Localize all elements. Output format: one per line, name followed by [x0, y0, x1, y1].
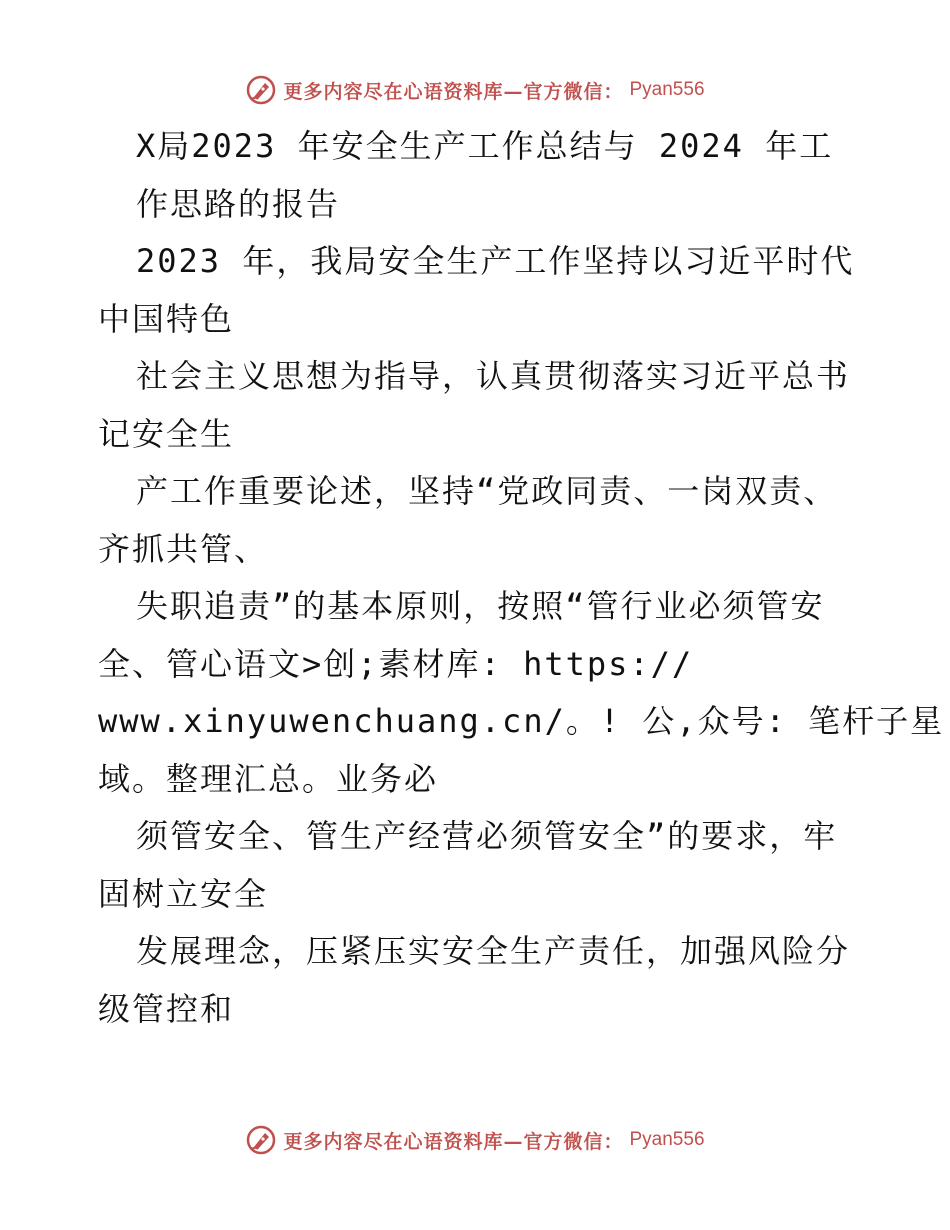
- footer-banner-wechat-id: Pyan556: [629, 1129, 705, 1150]
- document-line: 记安全生: [98, 414, 235, 453]
- document-line: 须管安全、管生产经营必须管安全”的要求，牢: [136, 817, 838, 855]
- footer-banner: [0, 1120, 950, 1160]
- document-line: 产工作重要论述，坚持“党政同责、一岗双责、: [136, 472, 838, 510]
- document-line: 齐抓共管、: [98, 529, 269, 568]
- document-line: www.xinyuwenchuang.cn/。! 公,众号: 笔杆子星: [98, 702, 945, 740]
- footer-banner-text: 更多内容尽在心语资料库—官方微信：: [283, 1130, 624, 1153]
- document-line: 级管控和: [98, 989, 235, 1028]
- document-line: X局2023 年安全生产工作总结与 2024 年工: [136, 127, 834, 165]
- header-banner-wechat-id: Pyan556: [629, 79, 705, 100]
- document-line: 2023 年，我局安全生产工作坚持以习近平时代: [136, 242, 855, 280]
- document-line: 失职追责”的基本原则，按照“管行业必须管安: [136, 587, 825, 625]
- header-banner: [0, 70, 950, 110]
- document-line: 中国特色: [98, 299, 235, 338]
- header-banner-text: 更多内容尽在心语资料库—官方微信：: [283, 80, 624, 103]
- document-line: 社会主义思想为指导，认真贯彻落实习近平总书: [136, 357, 851, 395]
- document-line: 全、管心语文>创;素材库: https://: [98, 644, 694, 683]
- document-body: [98, 118, 945, 1038]
- pen-nib-logo-icon: [245, 74, 277, 106]
- document-line: 固树立安全: [98, 874, 269, 913]
- document-line: 发展理念，压紧压实安全生产责任，加强风险分: [136, 932, 851, 970]
- document-line: 作思路的报告: [136, 184, 341, 223]
- document-line: 域。整理汇总。业务必: [98, 759, 439, 798]
- pen-nib-logo-icon: [245, 1124, 277, 1156]
